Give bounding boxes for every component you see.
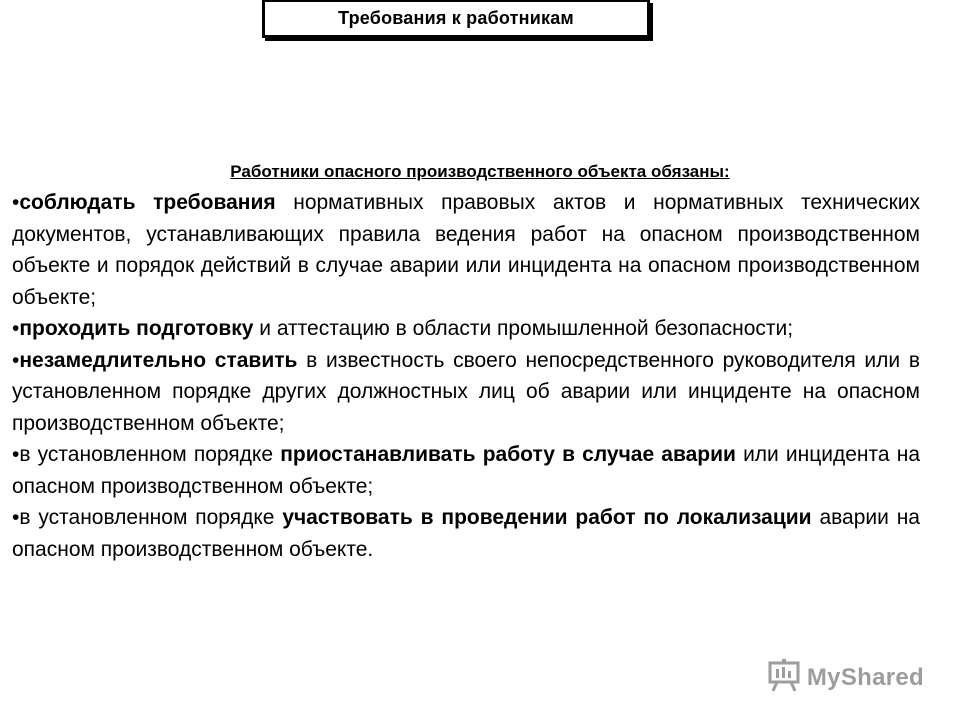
watermark-text: MyShared bbox=[806, 664, 924, 691]
title-box bbox=[262, 0, 650, 38]
list-item: •в установленном порядке приостанавливать работу в случае аварии или инцидента на опасном производственном объекте; bbox=[12, 443, 921, 498]
section-subtitle: Работники опасного производственного объекта обязаны: bbox=[230, 162, 730, 181]
list-item: •в установленном порядке участвовать в проведении работ по локализации аварии на опасном производственном объекте. bbox=[12, 506, 920, 561]
watermark bbox=[767, 658, 924, 698]
page-title: Требования к работникам bbox=[338, 8, 574, 28]
list-item: •незамедлительно ставить в известность своего непосредственного руководителя или в установленном порядке других должностных лиц об аварии или инциденте на опасном производственном объекте; bbox=[12, 348, 920, 435]
presentation-board-icon bbox=[767, 659, 801, 698]
list-item: •соблюдать требования нормативных правовых актов и нормативных технических документов, устанавливающих правила ведения работ на опасном производственном объекте и порядок действий в случае аварии или инцидента на опасном производственном объекте; bbox=[12, 191, 920, 309]
list-item: •проходить подготовку и аттестацию в области промышленной безопасности; bbox=[12, 317, 794, 340]
duties-list bbox=[12, 187, 920, 565]
